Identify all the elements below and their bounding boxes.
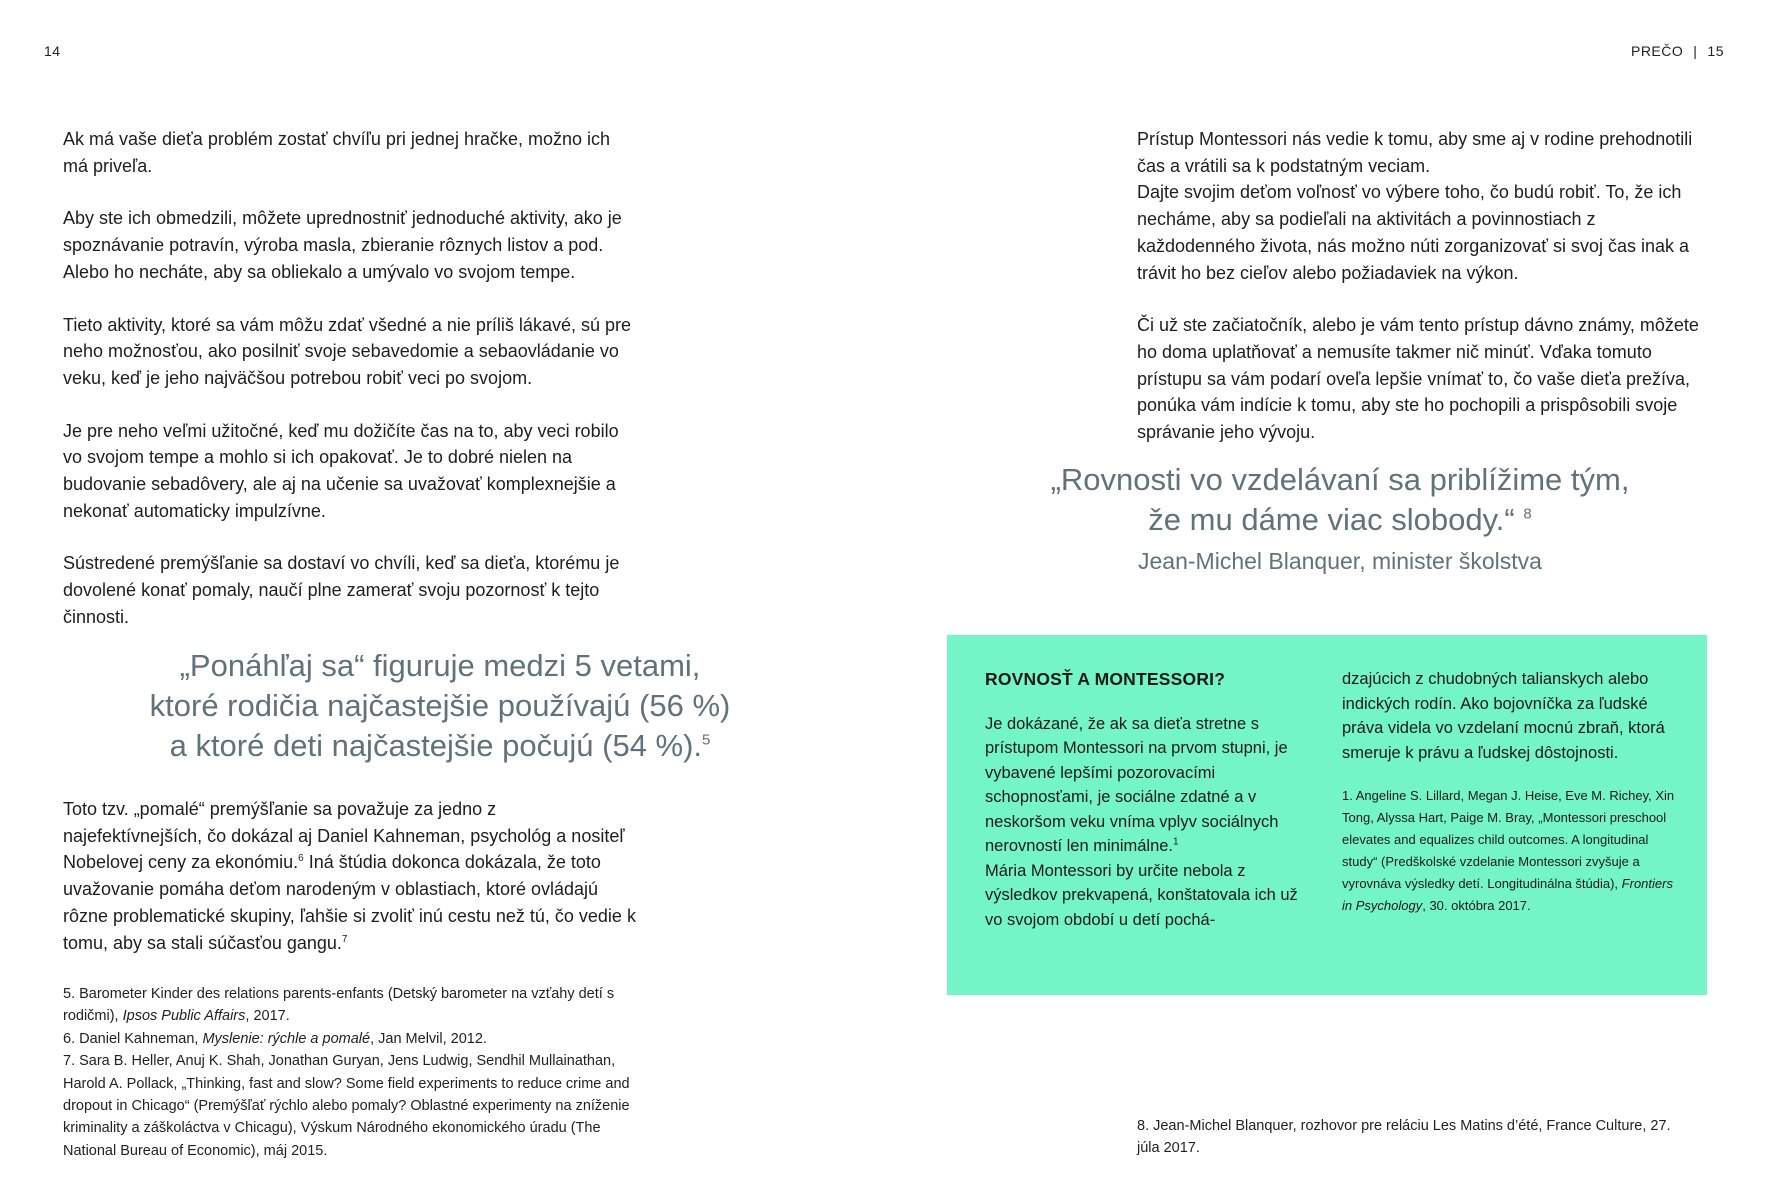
- right-body-text: [1137, 126, 1707, 472]
- right-page-number: 15: [1707, 43, 1724, 59]
- footnote-ref: 6: [298, 853, 304, 865]
- left-footnotes: [63, 983, 638, 1162]
- pullquote-text: že mu dáme viac slobody.“: [1148, 502, 1515, 537]
- footnote-ref: 7: [341, 933, 348, 945]
- paragraph: [63, 796, 638, 956]
- footnote: 6. Daniel Kahneman, Myslenie: rýchle a pomalé, Jan Melvil, 2012.: [63, 1030, 487, 1047]
- box-column-right: [1342, 667, 1682, 917]
- footnote-ref: 1: [1173, 836, 1179, 848]
- left-body-after-quote: [63, 796, 638, 982]
- paragraph-text: Iná štúdia dokonca dokázala, že toto uvažovanie pomáha deťom narodeným v oblastiach, ktoré ovládajú rôzne problematické skupiny, ľahšie si zvoliť inú cestu než tú, čo vedie k tomu, aby sa stali súčasťou gangu.: [63, 852, 636, 953]
- quote-attribution: Jean-Michel Blanquer, minister školstva: [1138, 548, 1542, 574]
- box-paragraph: Mária Montessori by určite nebola z výsledkov prekvapená, konštatovala ich už vo svojom období u detí pochá-: [985, 861, 1298, 929]
- footnote-ref: 8: [1523, 505, 1532, 523]
- box-column-left: [985, 667, 1305, 932]
- sidebar-box: [947, 635, 1707, 995]
- paragraph: Či už ste začiatočník, alebo je vám tento prístup dávno známy, môžete ho doma uplatňovať a nemusíte takmer nič minúť. Vďaka tomuto prístupu sa vám podarí oveľa lepšie vnímať to, čo vaše dieťa prežíva, ponúka vám indície k tomu, aby ste ho pochopili a prispôsobili svoje správanie jeho vývoju.: [1137, 315, 1699, 443]
- box-paragraph: dzajúcich z chudobných talianskych alebo indických rodín. Ako bojovníčka za ľudské práva videla vo vzdelaní mocnú zbraň, ktorá smeruje k právu a ľudskej dôstojnosti.: [1342, 670, 1665, 762]
- footnote: 7. Sara B. Heller, Anuj K. Shah, Jonathan Guryan, Jens Ludwig, Sendhil Mullainathan, Harold A. Pollack, „Thinking, fast and slow? Some field experiments to reduce crime and dropout in Chicago“ (Premýšľať rýchlo alebo pomaly? Oblastné experimenty na zníženie kriminality a záškoláctva v Chicagu), Výskum Národného ekonomického úradu (The National Bureau of Economic), máj 2015.: [63, 1053, 630, 1159]
- box-title: ROVNOSŤ A MONTESSORI?: [985, 669, 1226, 689]
- right-pullquote: [990, 460, 1690, 576]
- running-title: PREČO: [1630, 43, 1684, 59]
- left-pullquote: [80, 646, 800, 766]
- pullquote-text: a ktoré deti najčastejšie počujú (54 %).: [169, 728, 703, 763]
- pullquote-line: „Ponáhľaj sa“ figuruje medzi 5 vetami,: [179, 648, 701, 683]
- right-footnote: 8. Jean-Michel Blanquer, rozhovor pre reláciu Les Matins d’été, France Culture, 27. júla 2017.: [1137, 1118, 1671, 1157]
- paragraph: Aby ste ich obmedzili, môžete uprednostniť jednoduché aktivity, ako je spoznávanie potravín, výroba masla, zbieranie rôznych listov a pod. Alebo ho necháte, aby sa obliekalo a umývalo vo svojom tempe.: [63, 208, 622, 282]
- paragraph: Sústredené premýšľanie sa dostaví vo chvíli, keď sa dieťa, ktorému je dovolené konať pomaly, naučí plne zamerať svoju pozornosť k tejto činnosti.: [63, 553, 620, 627]
- paragraph: Tieto aktivity, ktoré sa vám môžu zdať všedné a nie príliš lákavé, sú pre neho možnosťou, ako posilniť svoje sebavedomie a sebaovládanie vo veku, keď je jeho najväčšou potrebou robiť veci po svojom.: [63, 314, 631, 388]
- footnote: 5. Barometer Kinder des relations parents-enfants (Detský barometer na vzťahy detí s rodičmi), Ipsos Public Affairs, 2017.: [63, 986, 615, 1025]
- pullquote-line: [80, 726, 800, 766]
- pullquote-line: „Rovnosti vo vzdelávaní sa priblížime tým,: [1050, 462, 1630, 497]
- footnote-ref: 5: [702, 731, 711, 749]
- running-header: [1631, 43, 1724, 59]
- left-page-number: 14: [44, 43, 61, 59]
- paragraph: Prístup Montessori nás vedie k tomu, aby sme aj v rodine prehodnotili čas a vrátili sa k podstatným veciam.: [1137, 129, 1693, 176]
- paragraph: Dajte svojim deťom voľnosť vo výbere toho, čo budú robiť. To, že ich necháme, aby sa podieľali na aktivitách a povinnostiach z každodenného života, nás možno núti zorganizovať si svoj čas inak a trávit ho bez cieľov alebo požiadaviek na výkon.: [1137, 182, 1690, 283]
- left-body-text: [63, 126, 638, 657]
- pullquote-line: ktoré rodičia najčastejšie používajú (56 %): [149, 688, 731, 723]
- box-paragraph: Je dokázané, že ak sa dieťa stretne s prístupom Montessori na prvom stupni, je vybavené lepšími pozorovacími schopnosťami, je sociálne zdatné a v neskoršom veku vníma vplyv sociálnych nerovností len minimálne.$^1$: [985, 714, 1288, 855]
- paragraph-text: Toto tzv. „pomalé“ premýšľanie sa považuje za jedno z najefektívnejších, čo dokázal aj Daniel Kahneman, psychológ a nositeľ Nobelovej ceny za ekonómiu.: [63, 799, 625, 873]
- box-footnote: 1. Angeline S. Lillard, Megan J. Heise, Eve M. Richey, Xin Tong, Alyssa Hart, Paige M. Bray, „Montessori preschool elevates and equalizes child outcomes. A longitudinal study“ (Predškolské vzdelanie Montessori zvyšuje a vyrovnáva výsledky detí. Longitudinálna štúdia), Frontiers in Psychology, 30. októbra 2017.: [1342, 788, 1675, 913]
- pullquote-line: [990, 500, 1690, 540]
- header-separator: |: [1693, 43, 1698, 59]
- paragraph: Je pre neho veľmi užitočné, keď mu dožičíte čas na to, aby veci robilo vo svojom tempe a mohlo si ich opakovať. Je to dobré nielen na budovanie sebadôvery, ale aj na učenie sa uvažovať komplexnejšie a nekonať automaticky impulzívne.: [63, 420, 619, 521]
- paragraph: Ak má vaše dieťa problém zostať chvíľu pri jednej hračke, možno ich má priveľa.: [63, 129, 611, 176]
